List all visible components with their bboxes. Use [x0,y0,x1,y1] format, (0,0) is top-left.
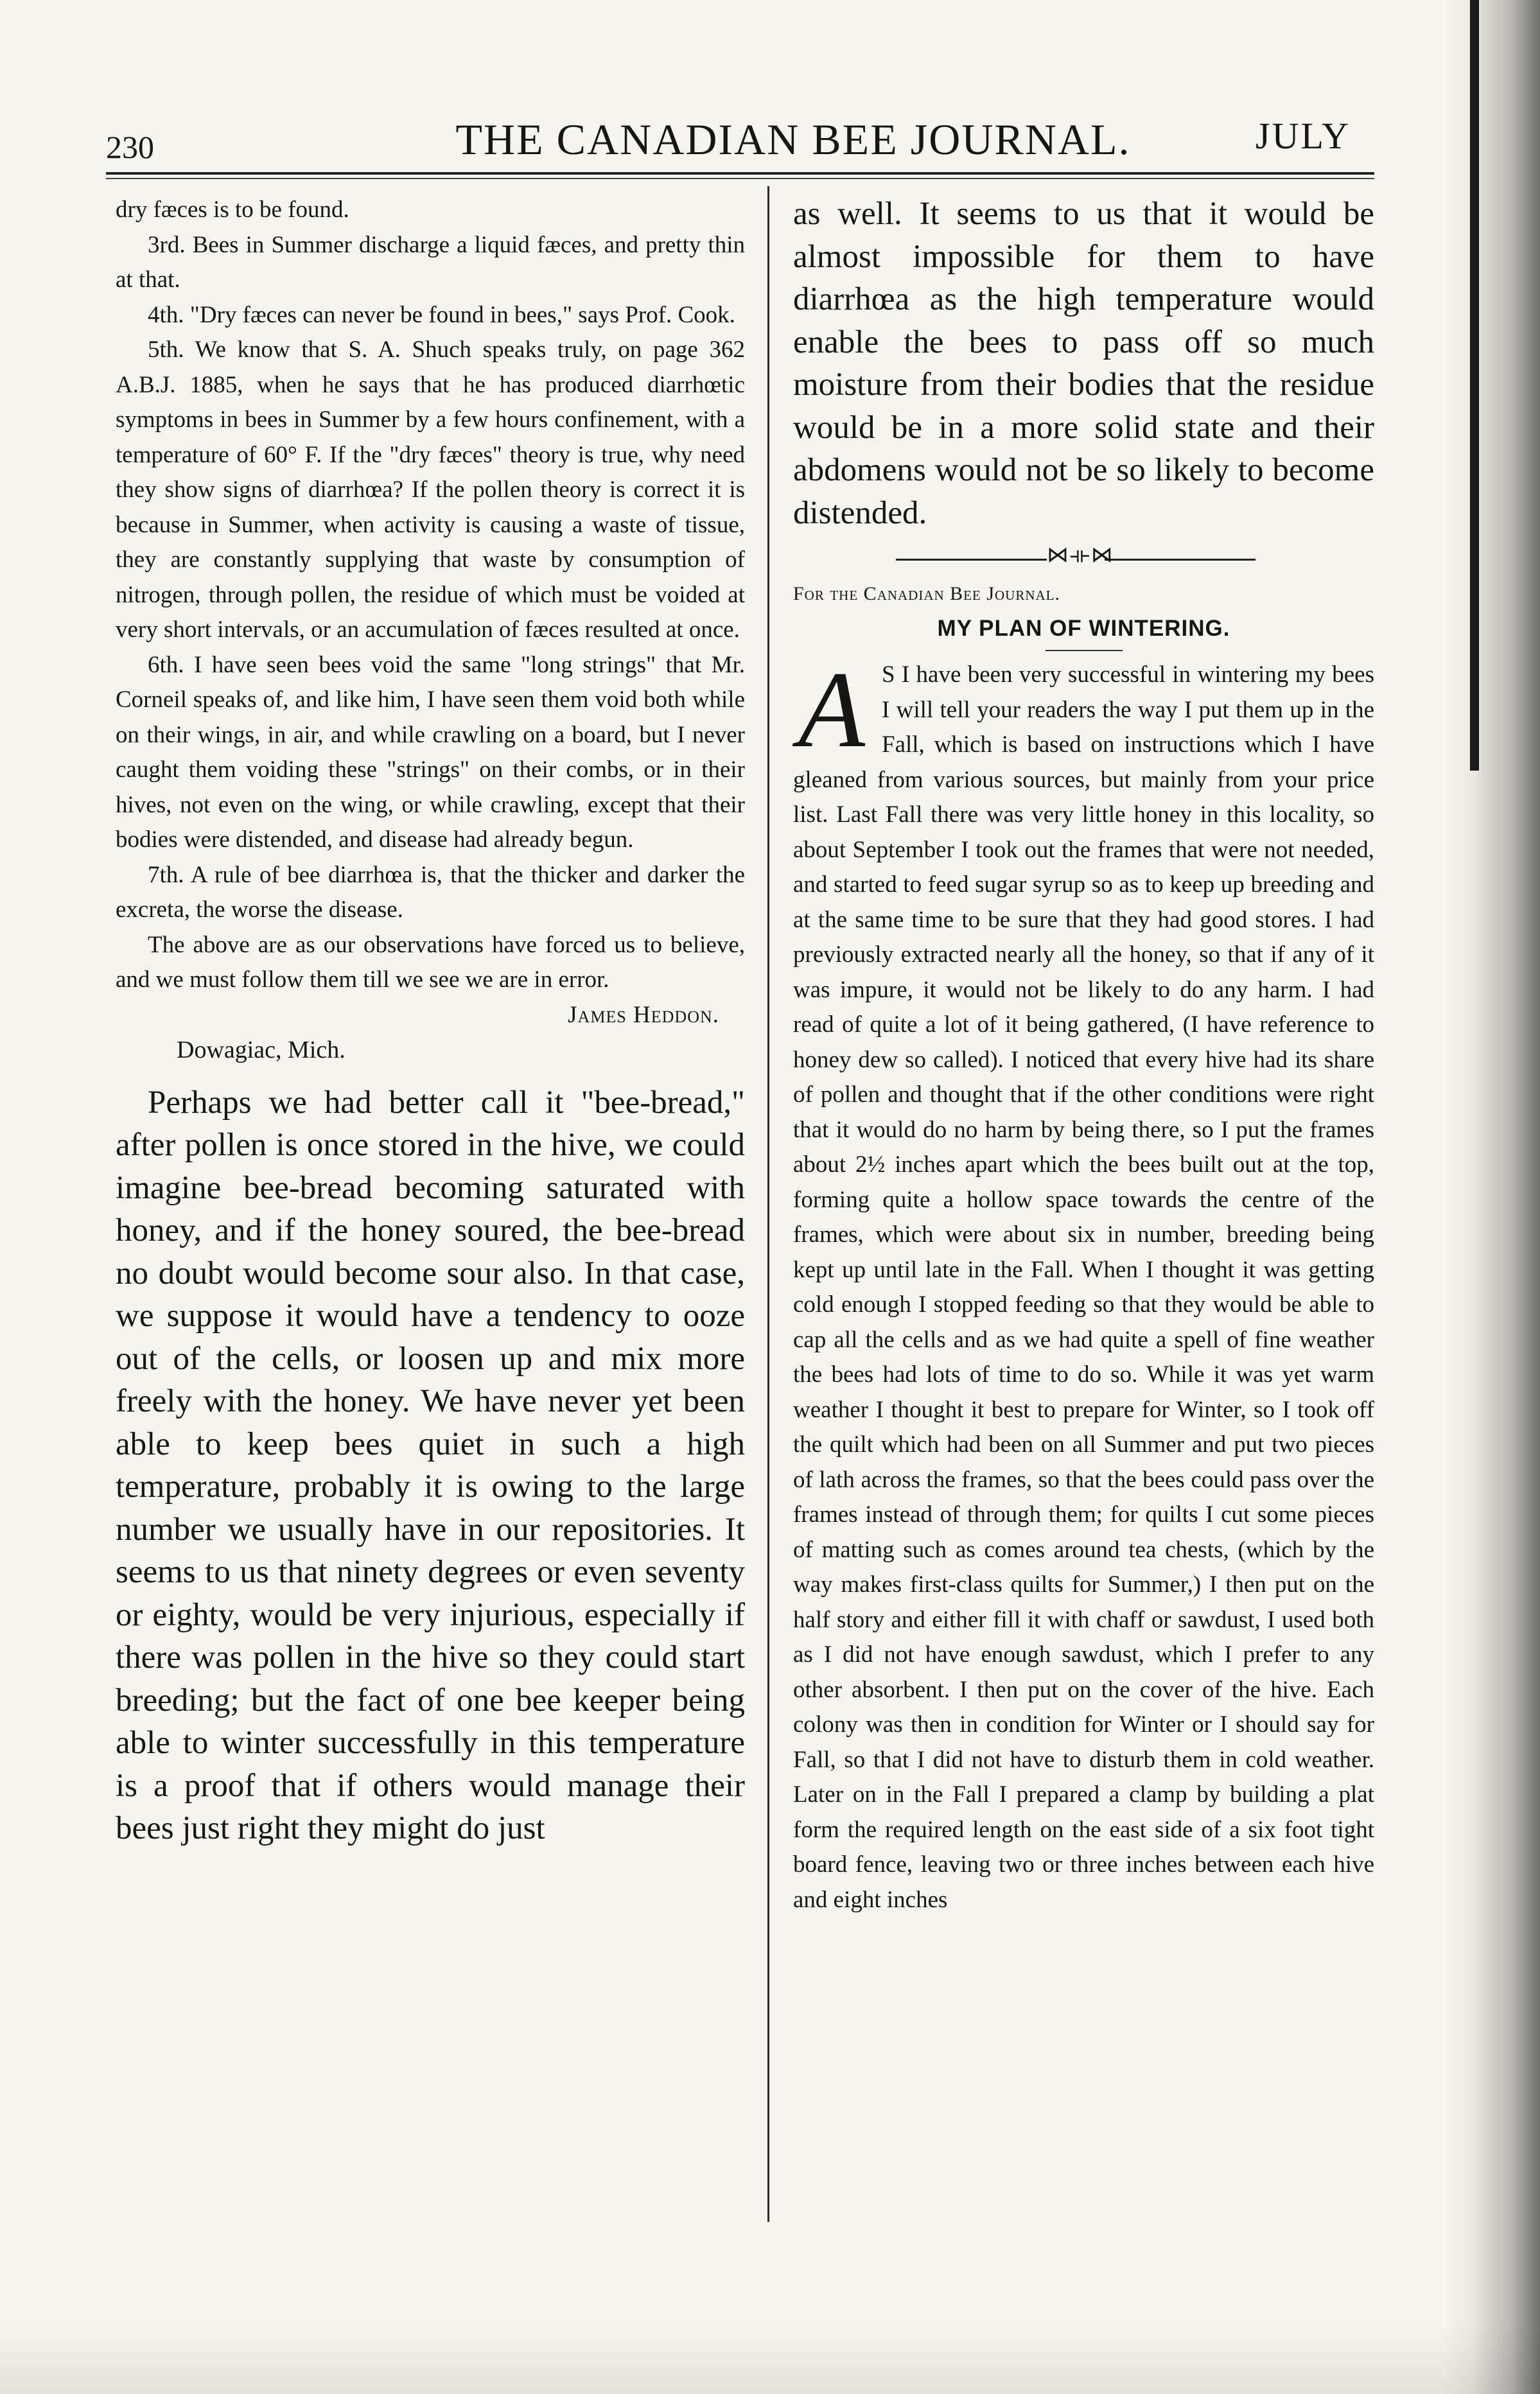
paragraph: 7th. A rule of bee diarrhœa is, that the thicker and darker the excreta, the worse the disease. [116,861,745,923]
journal-title: THE CANADIAN BEE JOURNAL. [455,115,1131,164]
paragraph: 4th. "Dry fæces can never be found in bees," says Prof. Cook. [148,301,735,328]
header-rule [106,172,1374,175]
article-title: MY PLAN OF WINTERING. [937,616,1230,641]
ornament-icon: ⋈⟛⋈ [1047,543,1114,567]
drop-cap: A [798,649,865,770]
paragraph: 6th. I have seen bees void the same "long strings" that Mr. Corneil speaks of, and like him, I have seen them void both while on their wings, in air, and while crawling on a board, but I never caught them voiding these "strings" on their combs, or in their hives, not even on the wing, or while crawling, except that their bodies were distended, and disease had already begun. [116,651,745,853]
editor-note-continued [793,193,1374,534]
page-number: 230 [106,129,154,165]
article-text: S I have been very successful in wintering my bees I will tell your readers the way I put them up in the Fall, which is based on instructions which I have gleaned from various sources, but mainly from your price list. Last Fall there was very little honey in this locality, so about September I took out the frames that were not needed, and started to feed sugar syrup so as to keep up breeding and at the same time to be sure that they had good stores. I had previously extracted nearly all the honey, so that if any of it was impure, it would not be likely to do any harm. I had read of quite a lot of it being gathered, (I have reference to honey dew so called). I noticed that every hive had its share of pollen and thought that if the other conditions were right that it would do no harm by being there, so I put the frames about 2½ inches apart which the bees built out at the top, forming quite a hollow space towards the centre of the frames, which were about six in number, breeding being kept up until late in the Fall. When I thought it was getting cold enough I stopped feeding so that they would be able to cap all the cells and as we had quite a spell of fine weather the bees had lots of time to do so. While it was yet warm weather I thought it best to prepare for Winter, so I took off the quilt which had been on all Summer and put two pieces of lath across the frames, so that the bees could pass over the frames instead of through them; for quilts I cut some pieces of matting such as comes around tea chests, (which by the way makes first-class quilts for Summer,) I then put on the half story and either fill it with chaff or sawdust, I used both as I did not have enough sawdust, which I prefer to any other absorbent. I then put on the cover of the hive. Each colony was then in condition for Winter or I should say for Fall, so that I did not have to disturb them in cold weather. Later on in the Fall I prepared a clamp by building a plat form the required length on the east side of a six foot tight board fence, leaving two or three inches between each hive and eight inches [793,661,1374,1913]
column-divider [767,186,769,2222]
letter-body [116,193,745,998]
editor-note [116,1081,745,1850]
right-column [793,193,1374,1918]
editor-note-text: Perhaps we had better call it "bee-bread," after pollen is once stored in the hive, we could imagine bee-bread becoming saturated with honey, and if the honey soured, the bee-bread no doubt would become sour also. In that case, we suppose it would have a tendency to ooze out of the cells, or loosen up and mix more freely with the honey. We have never yet been able to keep bees quiet in such a high temperature, probably it is owing to the large number we usually have in our repositories. It seems to us that ninety degrees or even seventy or eighty, would be very injurious, especially if there was pollen in the hive so they could start breeding; but the fact of one bee keeper being able to winter successfully in this temperature is a proof that if others would manage their bees just right they might do just [116,1084,745,1846]
paragraph: dry fæces is to be found. [116,197,349,223]
issue-month: JULY [1256,115,1351,157]
header-rule-thin [106,178,1374,179]
title-rule [1046,650,1123,651]
left-column [116,193,745,1850]
source-line: For the Canadian Bee Journal. [793,583,1061,604]
scan-shadow-right [1444,0,1540,2394]
article-body [793,649,1374,1918]
author-signature: James Heddon. [568,1001,719,1028]
paragraph: 3rd. Bees in Summer discharge a liquid fæces, and pretty thin at that. [116,231,745,293]
scan-shadow-bottom [0,2323,1540,2394]
author-location: Dowagiac, Mich. [177,1036,346,1063]
paragraph: The above are as our observations have forced us to believe, and we must follow them till we see we are in error. [116,931,745,993]
paragraph: 5th. We know that S. A. Shuch speaks truly, on page 362 A.B.J. 1885, when he says that he has produced diarrhœtic symptoms in bees in Summer by a few hours confinement, with a temperature of 60° F. If the "dry fæces" theory is true, why need they show signs of diarrhœa? If the pollen theory is correct it is because in Summer, when activity is causing a waste of tissue, they are constantly supplying that waste by consumption of nitrogen, through pollen, the residue of which must be voided at very short intervals, or an accumulation of fæces resulted at once. [116,336,745,643]
editor-note-text: as well. It seems to us that it would be almost impossible for them to have diarrhœa as the high temperature would enable the bees to pass off so much moisture from their bodies that the residue would be in a more solid state and their abdomens would not be so likely to become distended. [793,196,1374,531]
section-ornament [896,543,1256,570]
scan-binding-edge [1470,0,1479,771]
